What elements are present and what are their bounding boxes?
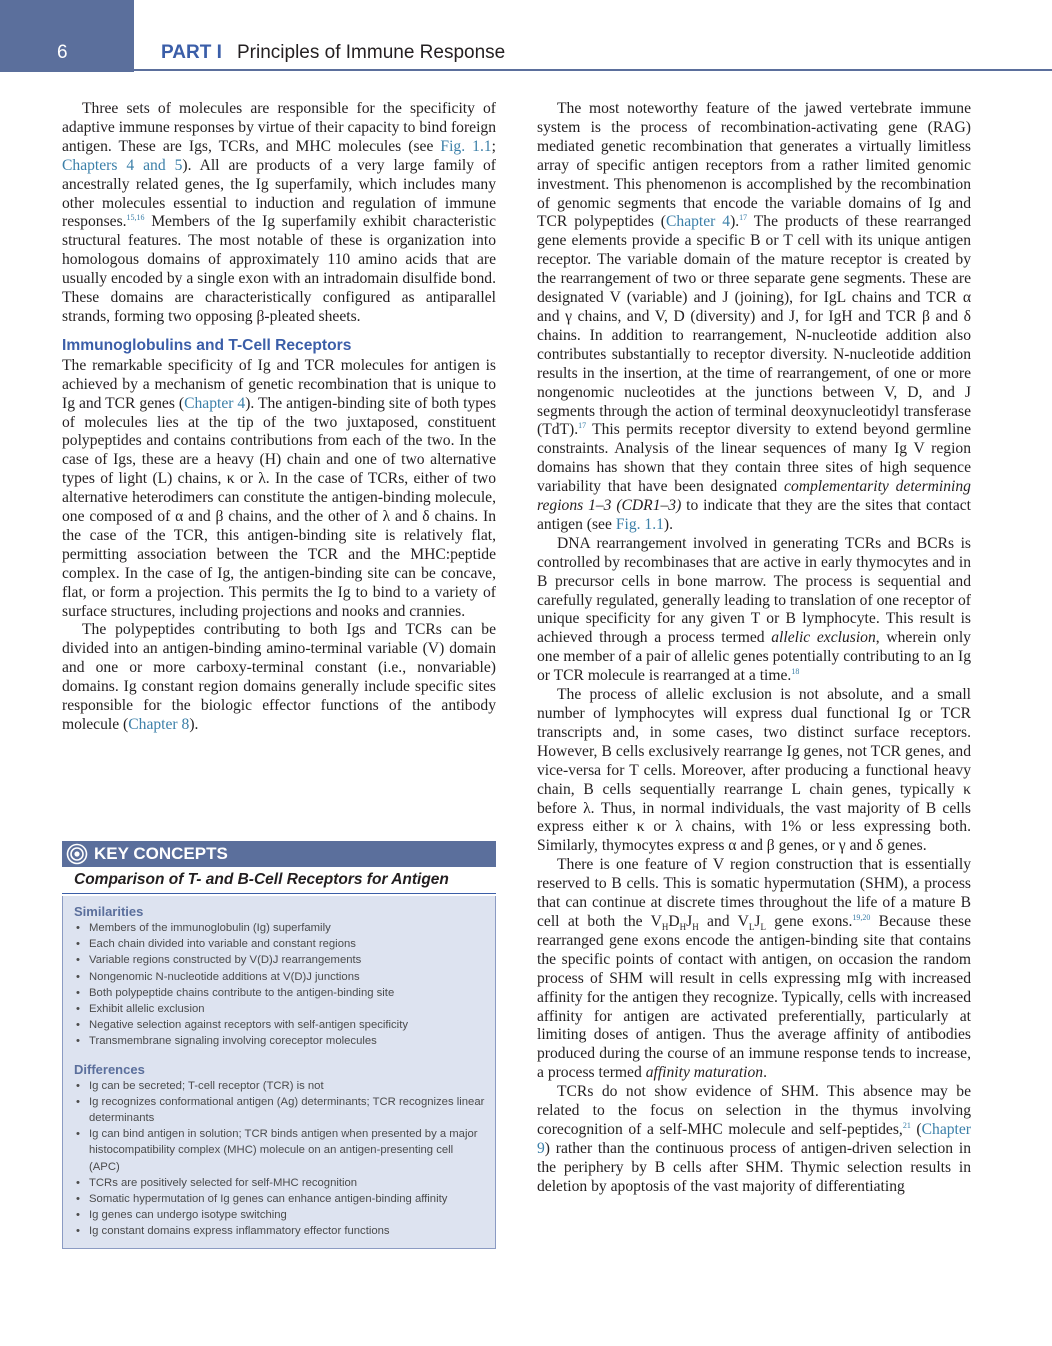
key-concepts-title: KEY CONCEPTS — [94, 844, 228, 863]
list-item: • Transmembrane signaling involving coreceptor molecules — [74, 1033, 485, 1049]
chapter-link[interactable]: Chapter 9 — [537, 1120, 971, 1157]
list-item: • TCRs are positively selected for self-MHC recognition — [74, 1175, 485, 1191]
left-paragraph-1: Three sets of molecules are responsible for the specificity of adaptive immune responses by virtue of their capacity to bind foreign antigen. These are Igs, TCRs, and MHC molecules (see Fig. 1.1; Chapters 4 and 5). All are products of a very large family of ancestrally related genes, the Ig superfamily, which includes many other molecules essential to induction and regulation of immune responses.$^{15,16}$ Members of the Ig superfamily exhibit characteristic structural features. The most notable of these is organization into homologous domains of approximately 110 amino acids that are usually encoded by a single exon with an intradomain disulfide bond. These domains are characteristically configured as antiparallel strands, forming two opposing β-pleated sheets. — [62, 100, 496, 325]
key-concepts-body — [62, 896, 496, 1249]
part-label: PART I — [161, 42, 222, 63]
citation-ref[interactable]: 21 — [902, 1120, 911, 1130]
differences-list — [74, 1078, 485, 1240]
list-item: • Ig can be secreted; T-cell receptor (TCR) is not — [74, 1078, 485, 1094]
key-concepts-subtitle: Comparison of T- and B-Cell Receptors for Antigen — [62, 867, 496, 894]
list-item: • Somatic hypermutation of Ig genes can enhance antigen-binding affinity — [74, 1191, 485, 1207]
part-title: Principles of Immune Response — [237, 42, 506, 63]
target-icon — [66, 843, 88, 865]
left-column — [62, 100, 496, 735]
list-item: • Variable regions constructed by V(D)J rearrangements — [74, 952, 485, 968]
chapter-link[interactable]: Chapters 4 and 5 — [62, 156, 183, 174]
left-paragraph-3: The polypeptides contributing to both Igs and TCRs can be divided into an antigen-binding amino-terminal variable (V) domain and one or more carboxy-terminal constant (i.e., nonvariable) domains. Ig constant region domains generally include specific sites responsible for the biologic effector functions of the antibody molecule (Chapter 8). — [62, 621, 496, 733]
differences-heading: Differences — [74, 1061, 145, 1077]
list-item: • Nongenomic N-nucleotide additions at V(D)J junctions — [74, 969, 485, 985]
list-item: • Negative selection against receptors with self-antigen specificity — [74, 1017, 485, 1033]
right-paragraph-4: There is one feature of V region construction that is essentially reserved to B cells. This is somatic hypermutation (SHM), a process that can continue at discrete times throughout the life of a mature B cell at both the $V_HD_HJ_H$ and $V_LJ_L$ gene exons.$^{19,20}$ Because these rearranged gene exons encode the antigen-binding site that contains the specific points of contact with antigen, on occasion the random process of SHM will result in cells expressing mIg with increased affinity for the antigen they recognize. Typically, cells with increased affinity for antigen are activated preferentially, particularly at limiting doses of antigen. Thus the average affinity of antibodies produced during the course of an immune response tends to increase, a process termed affinity maturation. — [537, 856, 972, 1082]
chapter-link[interactable]: Chapter 4 — [184, 394, 246, 412]
right-paragraph-5: TCRs do not show evidence of SHM. This absence may be related to the focus on selection in the thymus involving corecognition of a self-MHC molecule and self-peptides,$^{21}$ (Chapter 9) rather than the continuous process of antigen-driven selection in the periphery by B cells after SHM. Thymic selection results in deletion by apoptosis of the vast majority of differentiating — [537, 1083, 971, 1195]
key-concepts-box — [62, 841, 496, 1249]
right-paragraph-1: The most noteworthy feature of the jawed vertebrate immune system is the process of recombination-activating gene (RAG) mediated genetic recombination that generates a virtually limitless array of specific antigen receptors from a rather limited genomic investment. This phenomenon is accomplished by the recombination of genomic segments that encode the variable domains of Ig and TCR polypeptides (Chapter 4).$^{17}$ The products of these rearranged gene elements provide a specific B or T cell with its unique antigen receptor. The variable domain of the mature receptor is created by the rearrangement of two or three separate gene segments. These are designated V (variable) and J (joining), for IgL chains and TCR α and γ chains, and V, D (diversity) and J, for IgH and TCR β and δ chains. In addition to rearrangement, N-nucleotide addition also contributes substantially to receptor diversity. N-nucleotide addition results in the insertion, at the time of rearrangement, of one or more nongenomic nucleotides at the junctions between V, D, and J segments through the action of terminal deoxynucleotidyl transferase (TdT).$^{17}$ This permits receptor diversity to extend beyond germline constraints. Analysis of the linear sequences of many Ig V region domains has shown that they contain three sites of high sequence variability that have been designated complementarity determining regions 1–3 (CDR1–3) to indicate that they are the sites that contact antigen (see Fig. 1.1). — [537, 100, 972, 533]
list-item: • Ig constant domains express inflammatory effector functions — [74, 1223, 485, 1239]
citation-ref[interactable]: 17 — [578, 421, 587, 431]
list-item: • Ig recognizes conformational antigen (Ag) determinants; TCR recognizes linear determinants — [74, 1094, 485, 1126]
header-rule — [134, 69, 1052, 71]
right-paragraph-2: DNA rearrangement involved in generating TCRs and BCRs is controlled by recombinases that are active in early thymocytes and in B precursor cells in bone marrow. The process is sequential and carefully regulated, generally leading to translation of one receptor of unique specificity for any given T or B lymphocyte. This result is achieved through a process termed allelic exclusion, wherein only one member of a pair of allelic genes potentially contributing to an Ig or TCR molecule is rearranged at a time.$^{18}$ — [537, 534, 971, 685]
list-item: • Each chain divided into variable and constant regions — [74, 936, 485, 952]
list-item: • Ig genes can undergo isotype switching — [74, 1207, 485, 1223]
right-paragraph-3: The process of allelic exclusion is not absolute, and a small number of lymphocytes will express dual functional Ig or TCR transcripts and, in some cases, two distinct surface receptors. However, B cells exclusively rearrange Ig genes, not TCR genes, and vice-versa for T cells. Moreover, after producing a functional heavy chain, B cells sequentially rearrange L chain genes, typically κ before λ. Thus, in normal individuals, the vast majority of B cells express either κ or λ chains, with 1% or less expressing both. Similarly, thymocytes express α and β genes, or γ and δ genes. — [537, 686, 971, 855]
chapter-link[interactable]: Chapter 8 — [128, 716, 190, 733]
citation-ref[interactable]: 17 — [739, 213, 748, 223]
list-item: • Ig can bind antigen in solution; TCR binds antigen when presented by a major histocompatibility complex (MHC) molecule on an antigen-presenting cell (APC) — [74, 1126, 485, 1175]
key-concepts-header — [62, 841, 496, 867]
chapter-link[interactable]: Chapter 4 — [666, 213, 731, 231]
section-heading: Immunoglobulins and T-Cell Receptors — [62, 336, 352, 354]
figure-link[interactable]: Fig. 1.1 — [440, 137, 492, 155]
left-paragraph-2: The remarkable specificity of Ig and TCR molecules for antigen is achieved by a mechanism of genetic recombination that is unique to Ig and TCR genes (Chapter 4). The antigen-binding site of both types of molecules lies at the tip of the two juxtaposed, constituent polypeptides and contains contributions from each of the two. In the case of Igs, these are a heavy (H) chain and one of two alternative types of light (L) chains, κ or λ. In the case of TCRs, either of two alternative heterodimers can constitute the antigen-binding molecule, one composed of α and β chains, and the other of λ and δ chains. In the case of the TCR, this antigen-binding site is relatively flat, permitting association between the TCR and the MHC:peptide complex. In the case of Ig, the antigen-binding site can be concave, flat, or form a projection. This permits the Ig to bind to a variety of surface structures, including projections and nooks and crannies. — [62, 356, 497, 620]
list-item: • Members of the immunoglobulin (Ig) superfamily — [74, 920, 485, 936]
page-number: 6 — [57, 42, 68, 63]
list-item: • Exhibit allelic exclusion — [74, 1001, 485, 1017]
right-column — [537, 100, 971, 1197]
citation-ref[interactable]: 19,20 — [852, 912, 871, 922]
similarities-heading: Similarities — [74, 904, 144, 919]
similarities-list — [74, 920, 485, 1050]
list-item: • Both polypeptide chains contribute to the antigen-binding site — [74, 985, 485, 1001]
figure-link[interactable]: Fig. 1.1 — [615, 515, 664, 533]
citation-ref[interactable]: 15,16 — [126, 213, 145, 223]
citation-ref[interactable]: 18 — [791, 667, 800, 676]
